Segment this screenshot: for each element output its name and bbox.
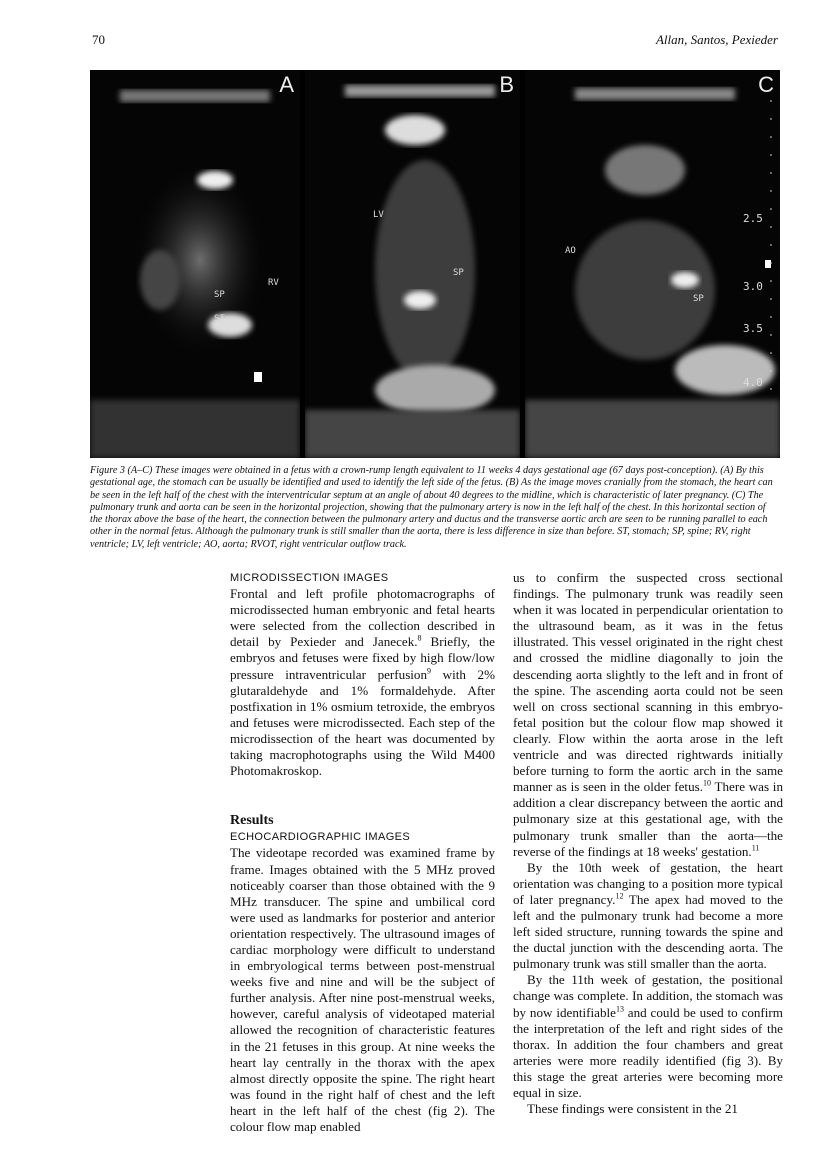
running-head: Allan, Santos, Pexieder [655,32,778,47]
paragraph: Frontal and left profile photomacrographs of microdissected human embryonic and fetal hearts were selected from the collection described in detail by Pexieder and Janecek.$^8$ Briefly, the embryos and fetuses were fixed by high flow/low pressure intraventricular perfusion$^9$ with 2% glutaraldehyde and 1% formaldehyde. After postfixation in 1% osmium tetroxide, the embryos and fetuses were microdissected. Each step of the microdissection of the heart was documented by taking macrophotographs using the Wild M400 Photomakroskop. [230,586,495,779]
annotation-lv: LV [373,210,384,220]
paragraph: These findings were consistent in the 21 [527,1101,738,1117]
scale-mark: 4.0 [743,376,763,389]
figure-panel-c [525,70,780,458]
paragraph: By the 10th week of gestation, the heart orientation was changing to a position more typical of later pregnancy.$^{12}$ The apex had moved to the left and the pulmonary trunk had become a more left sided structure, running towards the spine and the ductal junction with the descending aorta. The pulmonary trunk was still smaller than the aorta. [513,859,783,972]
left-column [230,570,495,1135]
ultrasound-image-b [305,70,520,458]
panel-label-b: B [499,72,514,97]
reference: 8 [417,634,422,644]
paragraph: us to confirm the suspected cross sectional findings. The pulmonary trunk was readily seen when it was located in perpendicular orientation to the ultrasound beam, as it was in the fetus illustrated. This vessel originated in the right chest and crossed the midline diagonally to join the descending aorta slightly to the left and in front of the spine. The ascending aorta could not be seen well on cross sectional scanning in this embryo-fetal position but the colour flow map showed it clearly. Flow within the aorta arose in the left ventricle and was directed rightwards initially before turning to form the aortic arch in the same manner as is seen in the older fetus.$^{10}$ There was in addition a clear discrepancy between the aortic and pulmonary size at this gestational age, with the pulmonary trunk smaller than the aorta—the reverse of the findings at 18 weeks' gestation.$^{11}$ [513,570,783,859]
figure-panel-a [90,70,300,458]
annotation-sp: SP [214,290,225,300]
annotation-rv: RV [268,278,279,288]
annotation-sp-c: SP [693,294,704,304]
ultrasound-image-a [90,70,300,458]
paragraph: By the 11th week of gestation, the positional change was complete. In addition, the stomach was by now identifiable$^{13}$ and could be used to confirm the interpretation of the left and right sides of the thorax. In addition the four chambers and great arteries were more readily identified (fig 3). By this stage the great arteries were becoming more equal in size. [513,972,783,1100]
section-heading-results: Results [230,813,274,829]
ultrasound-figure [90,70,780,458]
scale-mark: 2.5 [743,212,763,225]
section-heading-echocardiographic: ECHOCARDIOGRAPHIC IMAGES [230,831,411,844]
reference: 13 [615,1004,624,1014]
reference: 12 [615,891,624,901]
reference: 11 [751,843,760,853]
paragraph: The videotape recorded was examined frame by frame. Images obtained with the 5 MHz proved noticeably coarser than those obtained with the 9 MHz transducer. The spine and umbilical cord were used as landmarks for posterior and anterior orientation respectively. The ultrasound images of cardiac morphology were difficult to understand in embryological terms between post-menstrual weeks five and nine and will be the subject of further analysis. After nine post-menstrual weeks, however, careful analysis of videotaped material allowed the recognition of characteristic features in the 21 fetuses in this group. At nine weeks the heart lay centrally in the thorax with the apex almost directly opposite the spine. The right heart was found in the right half of chest and the left heart in the left half of the chest (fig 2). The colour flow map enabled [230,845,495,1134]
annotation-st: ST [214,314,225,324]
figure-caption: Figure 3 (A–C) These images were obtained in a fetus with a crown-rump length equivalent to 11 weeks 4 days gestational age (67 days post-conception). (A) By this gestational age, the stomach can be usually be identified and used to identify the left side of the fetus. (B) As the image moves cranially from the stomach, the heart can be seen in the left half of the chest with the interventricular septum at an angle of about 40 degrees to the midline, which is characteristic of later pregnancy. (C) The pulmonary trunk and aorta can be seen in the horizontal projection, showing that the pulmonary artery is now in the left half of the chest. In this horizontal section of the thorax above the base of the heart, the connection between the pulmonary artery and ductus and the transverse aortic arch are seen to be running parallel to each other in the normal fetus. Although the pulmonary trunk is still smaller than the aorta, there is less difference in size than before. ST, stomach; SP, spine; RV, right ventricle; LV, left ventricle; AO, aorta; RVOT, right ventricular outflow track. [90,465,773,550]
reference: 10 [703,778,711,788]
reference: 9 [427,666,432,676]
section-heading-microdissection: MICRODISSECTION IMAGES [230,572,389,584]
figure-panel-b [305,70,520,458]
ultrasound-image-c [525,70,780,458]
right-column [513,570,783,1117]
page-number: 70 [92,32,105,47]
scale-mark: 3.0 [743,280,763,293]
annotation-ao: AO [565,246,576,256]
annotation-sp-b: SP [453,268,464,278]
panel-label-a: A [279,72,294,97]
panel-label-c: C [758,72,774,97]
scale-mark: 3.5 [743,322,763,335]
